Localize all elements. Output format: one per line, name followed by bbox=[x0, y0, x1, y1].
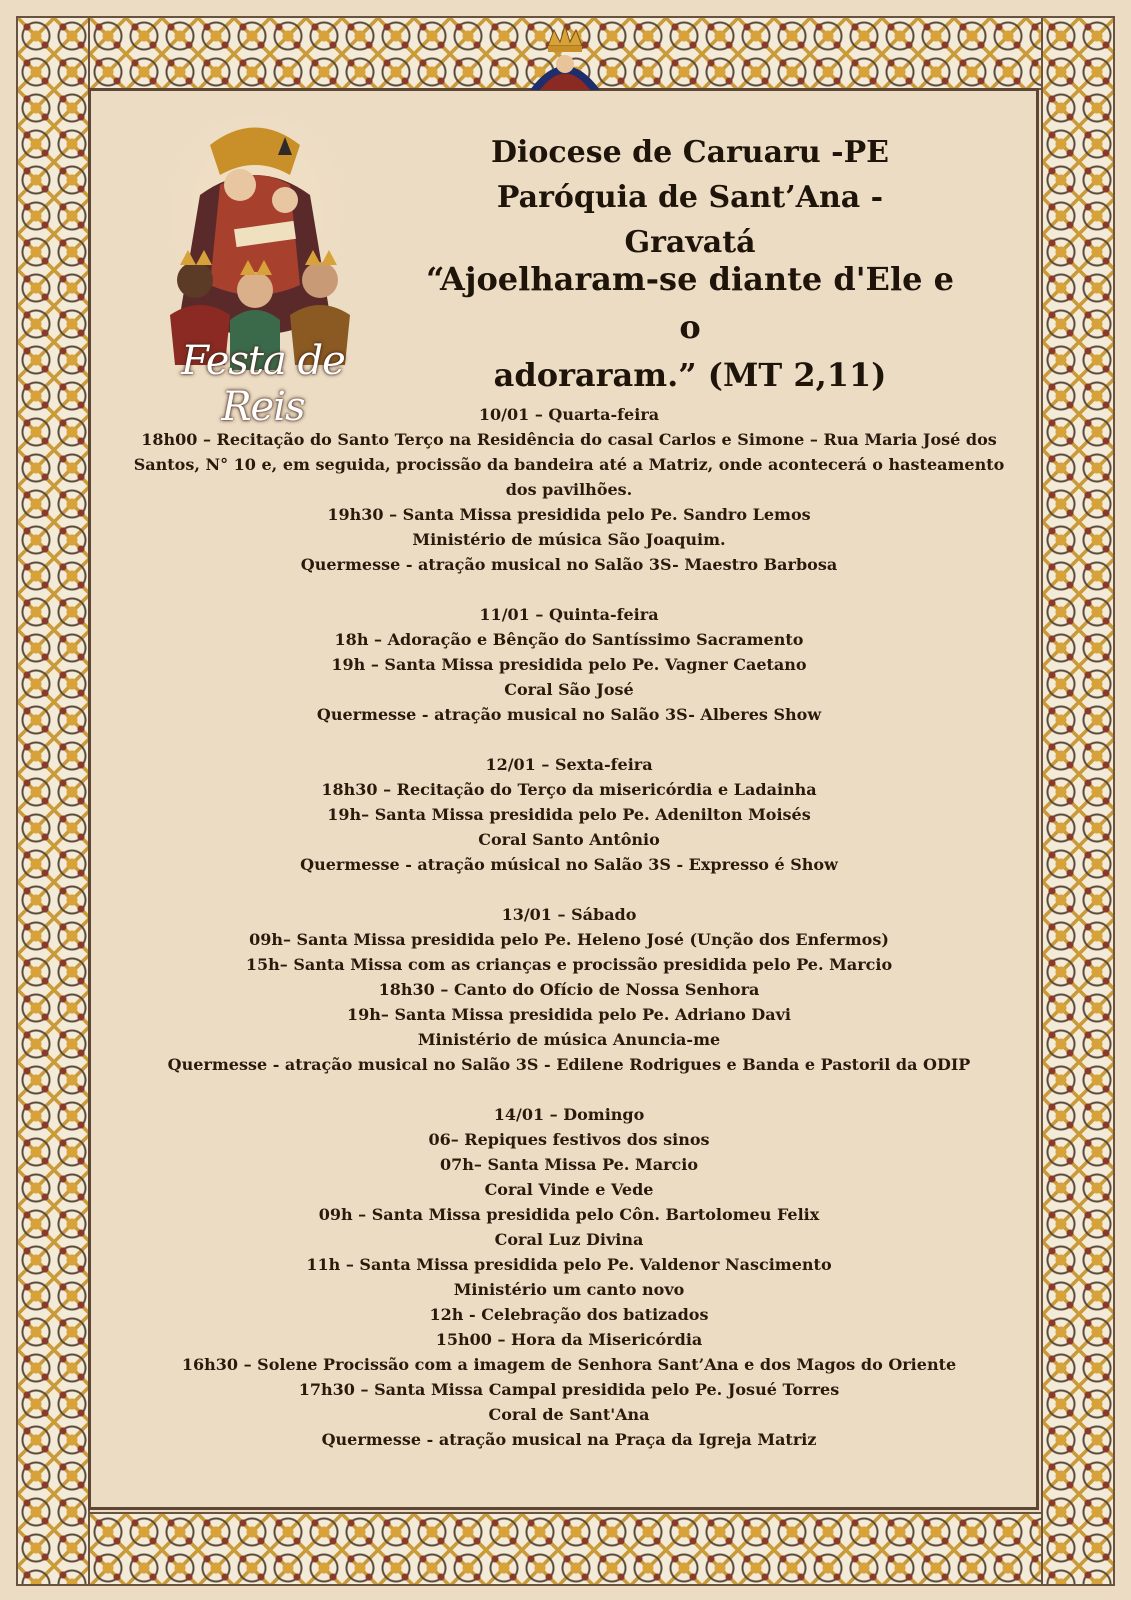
schedule-line: 18h00 – Recitação do Santo Terço na Residência do casal Carlos e Simone – Rua Maria José dos Santos, N° 10 e, em seguida, procissão da bandeira até a Matriz, onde acontecerá o hasteamento dos pavilhões. bbox=[133, 430, 1005, 499]
quote-line-1: “Ajoelharam-se diante d'Ele e o bbox=[426, 260, 954, 346]
schedule-line: 09h – Santa Missa presidida pelo Côn. Bartolomeu Felix bbox=[318, 1205, 820, 1224]
schedule-line: Quermesse - atração musical no Salão 3S- Alberes Show bbox=[316, 705, 822, 724]
schedule-line: 07h– Santa Missa Pe. Marcio bbox=[439, 1155, 698, 1174]
schedule-line: 19h30 – Santa Missa presidida pelo Pe. Sandro Lemos bbox=[327, 505, 811, 524]
schedule-line: Coral Vinde e Vede bbox=[484, 1180, 654, 1199]
schedule-line: Quermesse - atração musical na Praça da Igreja Matriz bbox=[321, 1430, 817, 1449]
schedule-line: Coral São José bbox=[504, 680, 634, 699]
schedule-line: 09h– Santa Missa presidida pelo Pe. Heleno José (Unção dos Enfermos) bbox=[249, 930, 889, 949]
day-13-01 bbox=[120, 902, 1018, 1077]
day-date: 12/01 – Sexta-feira bbox=[485, 755, 653, 774]
ornamental-border-left bbox=[16, 16, 90, 1586]
schedule bbox=[120, 402, 1018, 1477]
schedule-line: Quermesse - atração musical no Salão 3S- Maestro Barbosa bbox=[300, 555, 838, 574]
day-date: 11/01 – Quinta-feira bbox=[479, 605, 659, 624]
ornamental-border-right bbox=[1041, 16, 1115, 1586]
schedule-line: 19h– Santa Missa presidida pelo Pe. Adriano Davi bbox=[347, 1005, 791, 1024]
schedule-line: 15h00 – Hora da Misericórdia bbox=[435, 1330, 703, 1349]
schedule-line: Coral de Sant'Ana bbox=[488, 1405, 650, 1424]
day-date: 13/01 – Sábado bbox=[501, 905, 637, 924]
header bbox=[430, 130, 950, 265]
diocese-title: Diocese de Caruaru -PE bbox=[490, 135, 889, 170]
schedule-line: 16h30 – Solene Procissão com a imagem de Senhora Sant’Ana e dos Magos do Oriente bbox=[181, 1355, 957, 1374]
schedule-line: Quermesse - atração músical no Salão 3S - Expresso é Show bbox=[300, 855, 838, 874]
parish-title: Paróquia de Sant’Ana - Gravatá bbox=[496, 180, 884, 260]
schedule-line: 12h - Celebração dos batizados bbox=[429, 1305, 709, 1324]
schedule-line: 06– Repiques festivos dos sinos bbox=[428, 1130, 710, 1149]
schedule-line: Coral Santo Antônio bbox=[478, 830, 660, 849]
festa-de-reis-title: Festa de Reis bbox=[181, 338, 345, 430]
day-10-01 bbox=[120, 402, 1018, 577]
day-date: 14/01 – Domingo bbox=[493, 1105, 645, 1124]
schedule-line: 19h – Santa Missa presidida pelo Pe. Vagner Caetano bbox=[331, 655, 807, 674]
schedule-line: 17h30 – Santa Missa Campal presidida pelo Pe. Josué Torres bbox=[298, 1380, 840, 1399]
day-12-01 bbox=[120, 752, 1018, 877]
schedule-line: Ministério de música São Joaquim. bbox=[412, 530, 726, 549]
quote-line-2: adoraram.” (MT 2,11) bbox=[493, 356, 887, 394]
day-11-01 bbox=[120, 602, 1018, 727]
schedule-line: 18h30 – Recitação do Terço da misericórdia e Ladainha bbox=[321, 780, 817, 799]
schedule-line: Quermesse - atração musical no Salão 3S - Edilene Rodrigues e Banda e Pastoril da ODIP bbox=[167, 1055, 971, 1074]
schedule-line: 18h30 – Canto do Ofício de Nossa Senhora bbox=[378, 980, 760, 999]
schedule-line: 19h– Santa Missa presidida pelo Pe. Adenilton Moisés bbox=[327, 805, 811, 824]
day-date: 10/01 – Quarta-feira bbox=[478, 405, 660, 424]
crown-medallion-icon bbox=[520, 22, 610, 92]
schedule-line: Coral Luz Divina bbox=[494, 1230, 644, 1249]
schedule-line: 15h– Santa Missa com as crianças e procissão presidida pelo Pe. Marcio bbox=[245, 955, 893, 974]
schedule-line: 11h – Santa Missa presidida pelo Pe. Valdenor Nascimento bbox=[306, 1255, 832, 1274]
day-14-01 bbox=[120, 1102, 1018, 1452]
bible-quote bbox=[420, 255, 960, 399]
schedule-line: 18h – Adoração e Bênção do Santíssimo Sacramento bbox=[334, 630, 804, 649]
schedule-line: Ministério de música Anuncia-me bbox=[417, 1030, 721, 1049]
schedule-line: Ministério um canto novo bbox=[453, 1280, 685, 1299]
ornamental-border-bottom bbox=[16, 1512, 1115, 1586]
